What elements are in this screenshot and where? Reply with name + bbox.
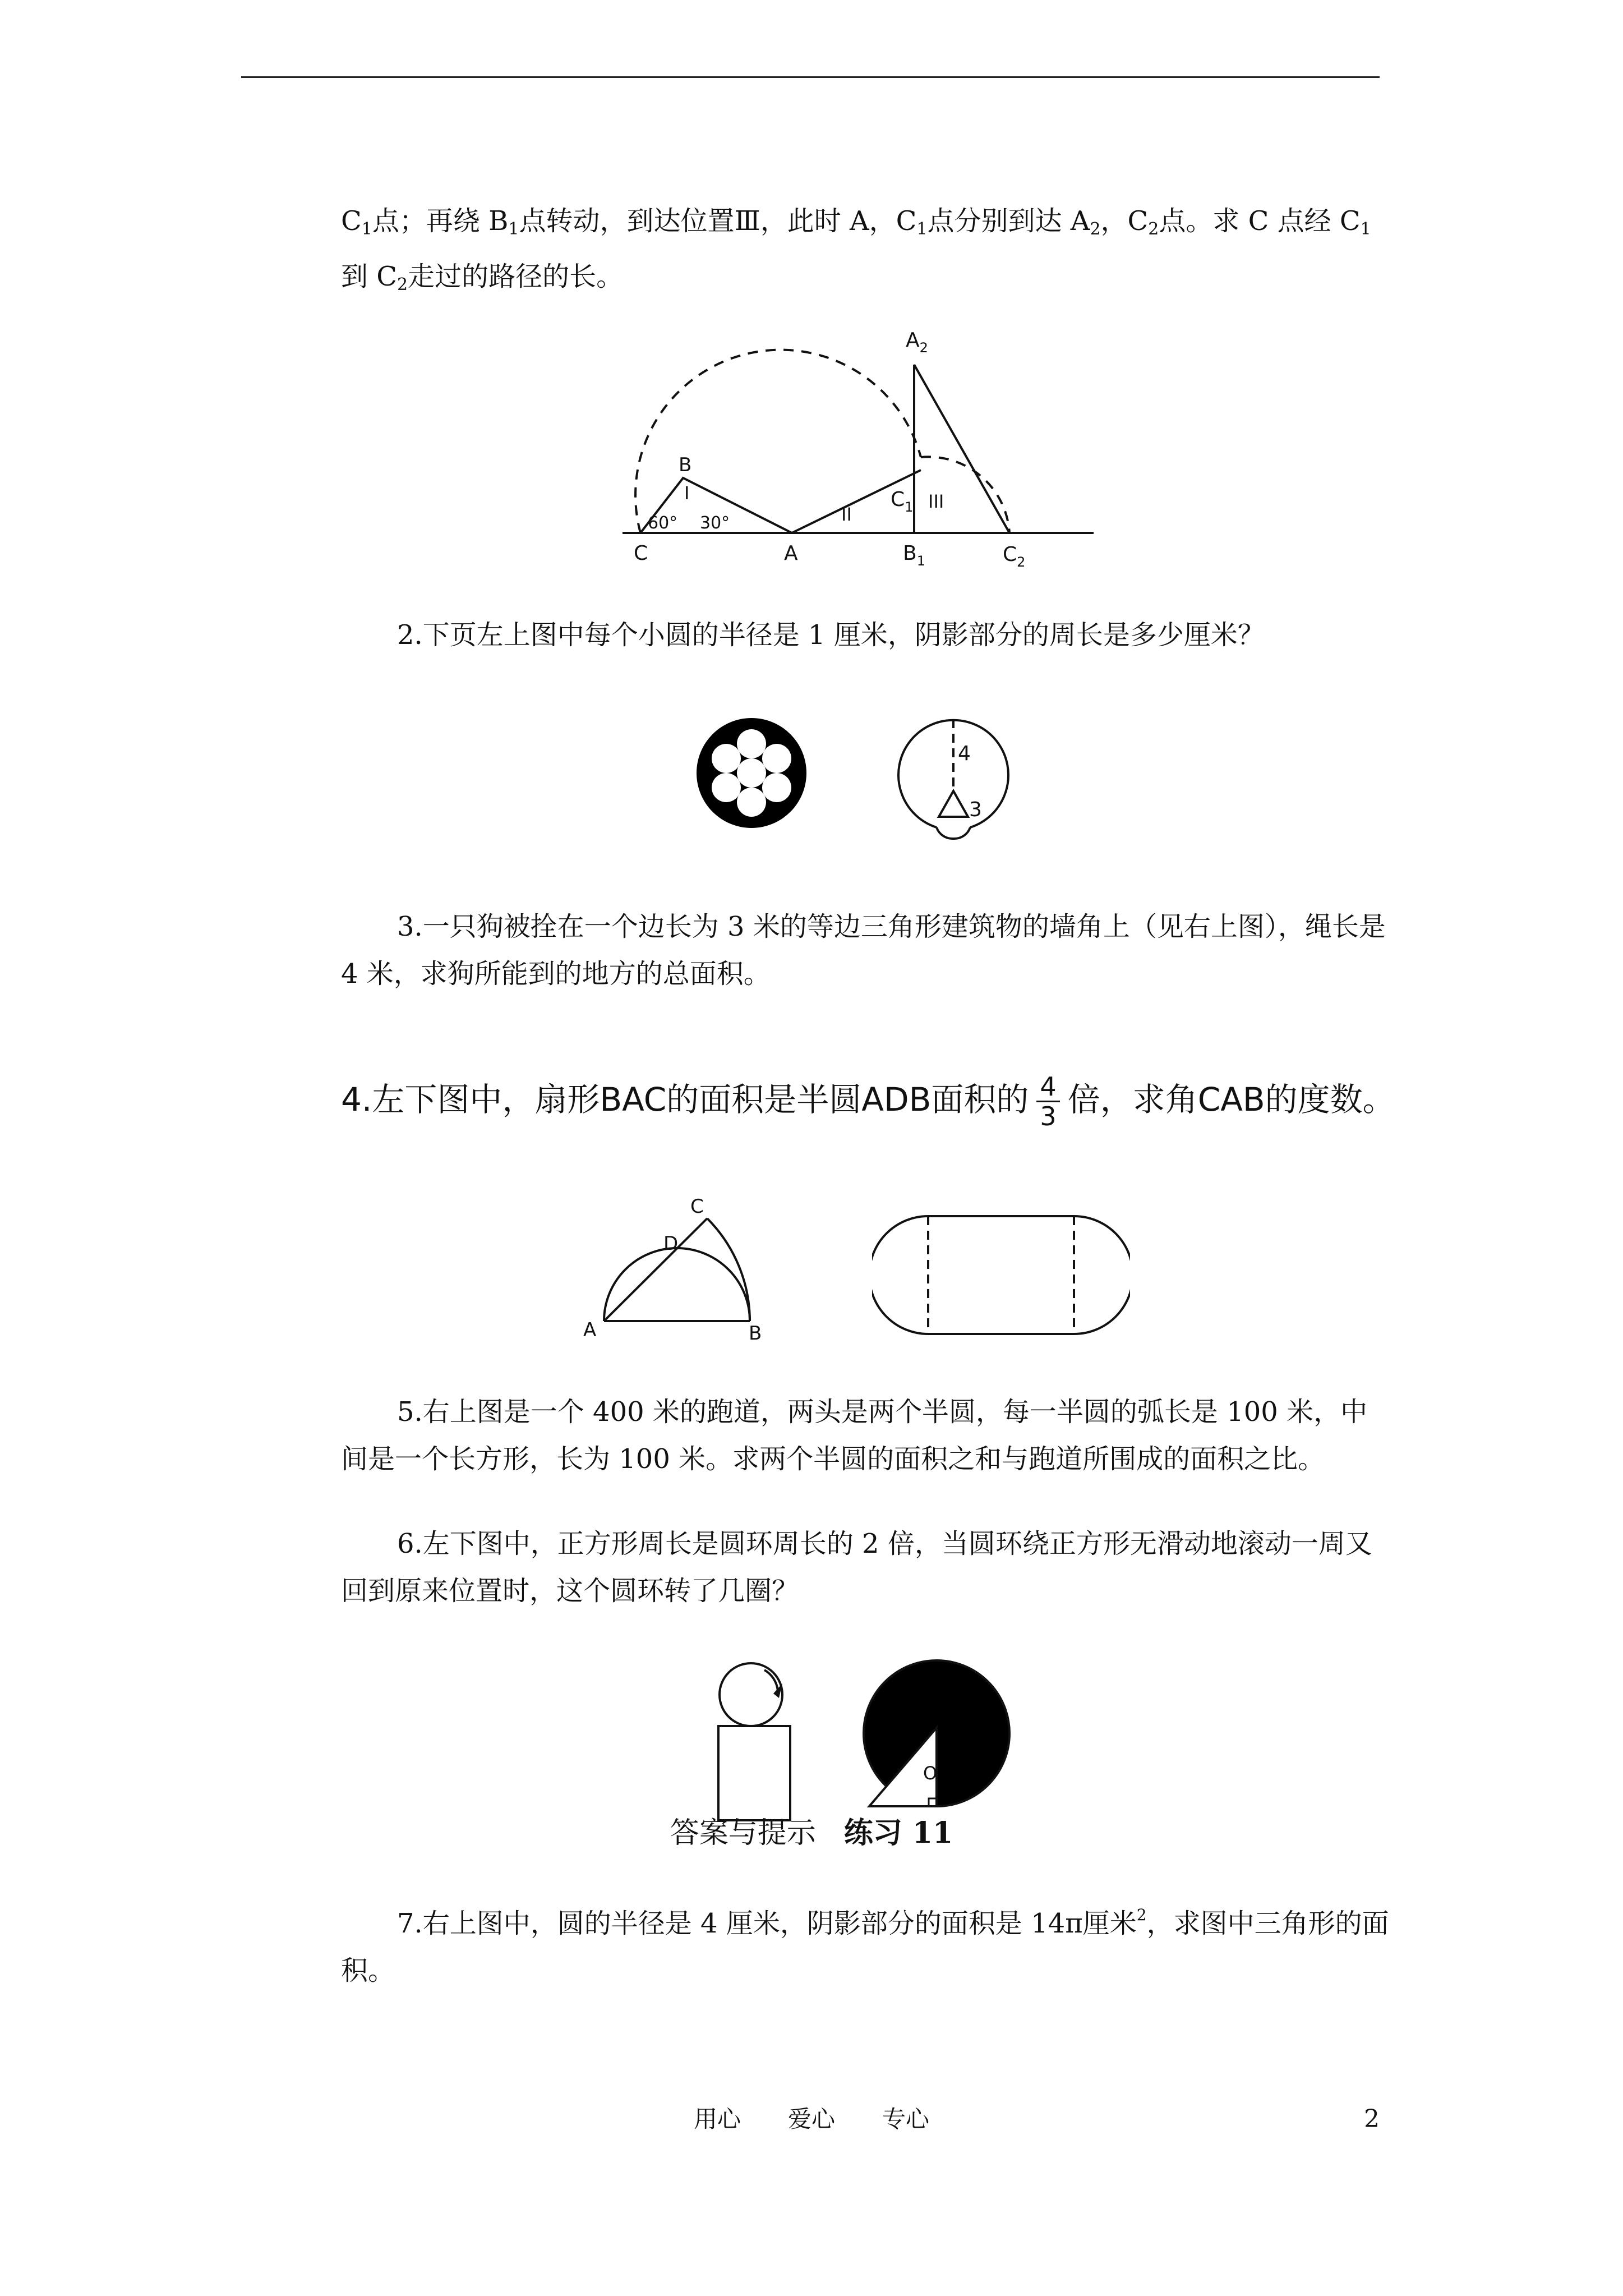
running-track-figure	[872, 1211, 1130, 1340]
question-4: 4.左下图中，扇形BAC的面积是半圆ADB面积的 $\frac{4}{3}$ 倍，求角CAB的度数。	[341, 1071, 1395, 1132]
label-B: B	[679, 454, 692, 476]
intro-paragraph: $C_1$点；再绕 $B_1$点转动，到达位置Ⅲ，此时 A，$C_1$点分别到达 $A_2$，$C_2$点。求 C 点经 $C_1$ 到 $C_2$走过的路径的长。	[341, 205, 1371, 295]
label-rope-4: 4	[958, 742, 971, 765]
label-C: C	[690, 1195, 704, 1218]
label-C2: $C_2$	[1003, 543, 1026, 570]
fraction-4-3: $\frac{4}{3}$	[1036, 1073, 1059, 1130]
label-angle-30: 30°	[700, 513, 730, 533]
label-A: A	[784, 542, 798, 565]
label-B1: $B_1$	[903, 542, 925, 569]
label-position-III: III	[928, 491, 944, 512]
rolling-triangle-figure	[617, 320, 1110, 578]
label-angle-60: 60°	[648, 513, 678, 533]
label-B: B	[749, 1322, 762, 1345]
answers-heading: 答案与提示 练习 11	[670, 1816, 953, 1850]
label-position-II: II	[841, 504, 852, 525]
label-O: O	[923, 1763, 938, 1784]
label-position-I: I	[684, 482, 690, 504]
header-rule	[241, 76, 1380, 78]
question-6: 6.左下图中，正方形周长是圆环周长的 2 倍，当圆环绕正方形无滑动地滚动一周又回到原来位置时，这个圆环转了几圈？	[341, 1528, 1372, 1607]
label-A2: $A_2$	[906, 329, 928, 356]
sector-semicircle-figure	[580, 1189, 788, 1358]
question-7: 7.右上图中，圆的半径是 4 厘米，阴影部分的面积是 14π厘米$^2$，求图中三角形的面积。	[341, 1906, 1389, 1986]
question-5: 5.右上图是一个 400 米的跑道，两头是两个半圆，每一半圆的弧长是 100 米，中间是一个长方形，长为 100 米。求两个半圆的面积之和与跑道所围成的面积之比。	[341, 1396, 1368, 1475]
circles-figure	[695, 717, 808, 829]
label-C1: $C_1$	[891, 488, 914, 515]
shaded-circle-triangle-figure	[858, 1655, 1015, 1818]
page-number: 2	[1364, 2105, 1380, 2133]
label-D: D	[663, 1232, 679, 1255]
ring-on-square-figure	[715, 1658, 810, 1826]
footer: 用心 爱心 专心	[693, 2105, 930, 2133]
question-3: 3.一只狗被拴在一个边长为 3 米的等边三角形建筑物的墙角上（见右上图），绳长是 4 米，求狗所能到的地方的总面积。	[341, 911, 1386, 990]
dog-tether-figure	[892, 712, 1015, 858]
question-2: 2.下页左上图中每个小圆的半径是 1 厘米，阴影部分的周长是多少厘米？	[397, 619, 1265, 651]
label-C: C	[634, 542, 648, 565]
label-A: A	[583, 1319, 597, 1341]
label-side-3: 3	[969, 798, 982, 821]
